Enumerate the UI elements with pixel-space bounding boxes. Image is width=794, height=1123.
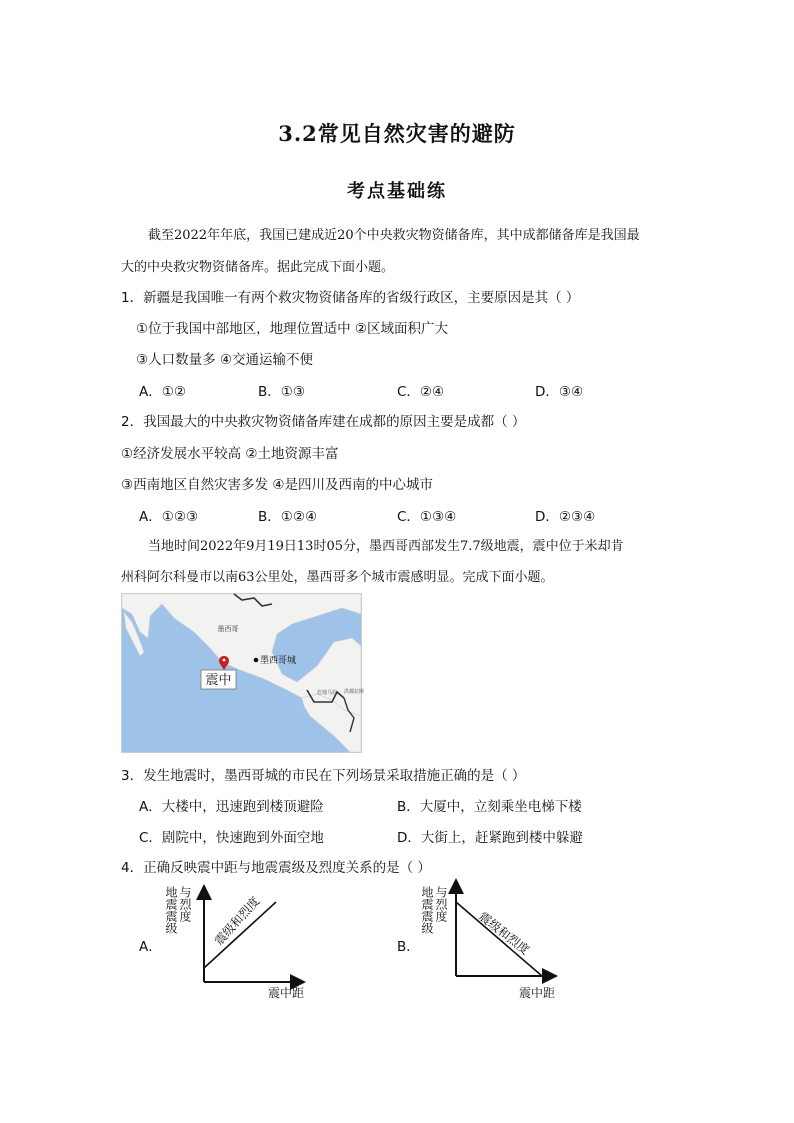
q4-graph-b-letter: B． [397, 939, 420, 955]
q4-graph-a [194, 888, 304, 988]
q4-graph-a-canvas [194, 888, 304, 988]
q4-graph-a-letter: A． [139, 939, 162, 955]
mexico-map [121, 593, 365, 753]
q4-graph-b-line-label: 震级和烈度 [476, 909, 533, 958]
q2-choice-c: C．①③④ [397, 509, 457, 525]
epicenter-marker-dot [223, 659, 226, 662]
q4-graph-b-ylabel-1: 地震震级 [420, 886, 434, 934]
q2-options-line2: ③西南地区自然灾害多发 ④是四川及西南的中心城市 [121, 477, 433, 493]
q3-choice-c: C．剧院中，快速跑到外面空地 [139, 830, 324, 846]
q4-graph-b-ylabel-2: 与烈度 [434, 886, 448, 922]
q3-choice-b: B．大厦中，立刻乘坐电梯下楼 [397, 799, 582, 815]
mexico-city-dot [254, 658, 259, 663]
city-label: 墨西哥城 [260, 656, 297, 666]
q4-graph-b [446, 880, 556, 980]
q3-choice-d: D．大街上，赶紧跑到楼中躲避 [397, 830, 583, 846]
q3-stem: 3．发生地震时，墨西哥城的市民在下列场景采取措施正确的是（ ） [121, 768, 526, 784]
q4-graph-a-line-label: 震级和烈度 [211, 894, 263, 949]
q4-graph-b-canvas [446, 880, 556, 980]
q1-choice-a: A．①② [139, 384, 186, 400]
map-canvas [122, 594, 365, 752]
q1-options-line1: ①位于我国中部地区，地理位置适中 ②区域面积广大 [136, 321, 448, 337]
page-title: 3.2常见自然灾害的避防 [278, 121, 516, 146]
q2-stem: 2．我国最大的中央救灾物资储备库建在成都的原因主要是成都（ ） [121, 414, 526, 430]
intro1-line2: 大的中央救灾物资储备库。据此完成下面小题。 [121, 260, 395, 275]
q2-choice-d: D．②③④ [535, 509, 596, 525]
section-subtitle: 考点基础练 [347, 181, 447, 202]
q1-choice-c: C．②④ [397, 384, 445, 400]
small-label-1: 危地马拉 [316, 690, 338, 696]
q3-choice-a: A．大楼中，迅速跑到楼顶避险 [139, 799, 324, 815]
q4-graph-b-xlabel: 震中距 [519, 986, 556, 1000]
q4-graph-a-ylabel-1: 地震震级 [164, 886, 178, 934]
country-label: 墨西哥 [217, 625, 239, 633]
q1-options-line2: ③人口数量多 ④交通运输不便 [136, 352, 313, 368]
q2-choice-a: A．①②③ [139, 509, 199, 525]
q4-stem: 4．正确反映震中距与地震震级及烈度关系的是（ ） [121, 860, 431, 876]
q2-choice-b: B．①②④ [258, 509, 318, 525]
intro1-line1: 截至2022年年底，我国已建成近20个中央救灾物资储备库，其中成都储备库是我国最 [148, 228, 640, 243]
q1-choice-b: B．①③ [258, 384, 305, 400]
q4-graph-a-xlabel: 震中距 [268, 986, 305, 1000]
small-label-2: 洪都拉斯 [343, 689, 365, 695]
q4-graph-a-ylabel-2: 与烈度 [178, 886, 192, 922]
q1-choice-d: D．③④ [535, 384, 584, 400]
epicenter-label: 震中 [205, 673, 232, 688]
q4-graph-b-trend-line [456, 902, 542, 976]
intro2-line2: 州科阿尔科曼市以南63公里处，墨西哥多个城市震感明显。完成下面小题。 [121, 570, 554, 585]
q1-stem: 1．新疆是我国唯一有两个救灾物资储备库的省级行政区，主要原因是其（ ） [121, 290, 580, 306]
q2-options-line1: ①经济发展水平较高 ②土地资源丰富 [121, 446, 339, 462]
intro2-line1: 当地时间2022年9月19日13时05分，墨西哥西部发生7.7级地震，震中位于米却肯 [148, 539, 624, 554]
